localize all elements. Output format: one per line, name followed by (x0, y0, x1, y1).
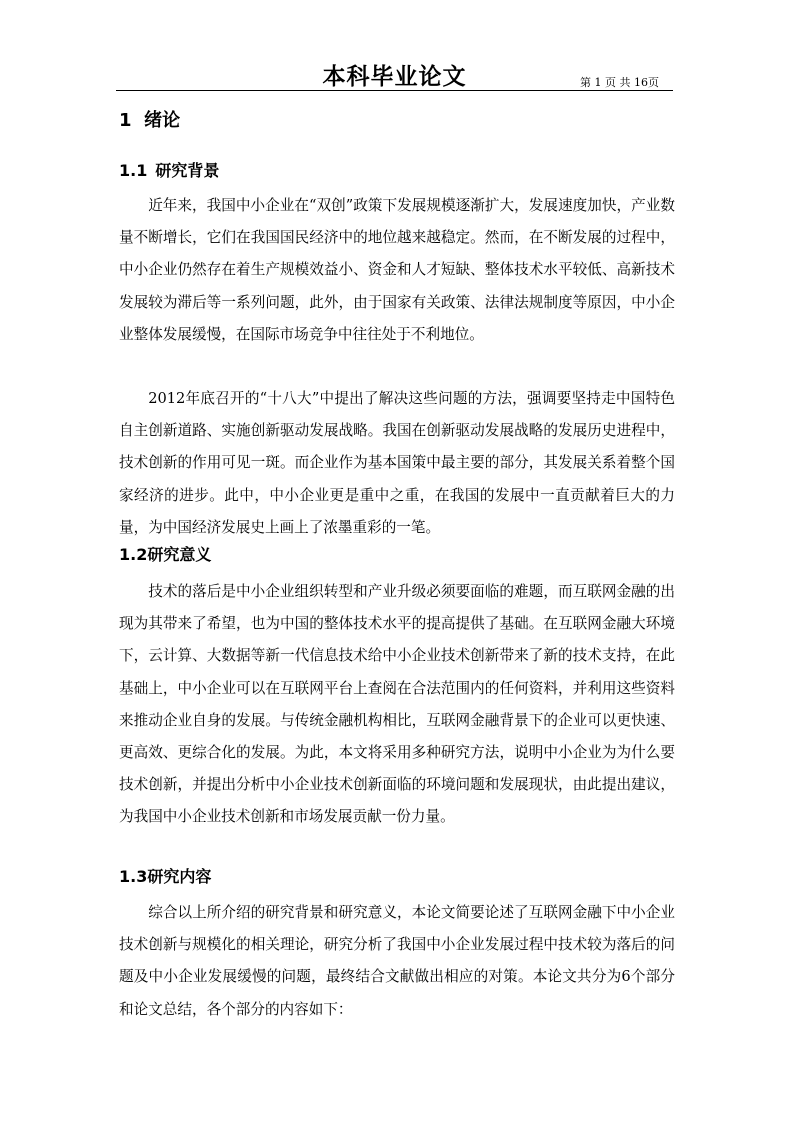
page-header (116, 52, 673, 91)
section-heading-1-1 (119, 158, 219, 181)
section-number: 1.3 (119, 867, 148, 886)
header-title: 本科毕业论文 (322, 64, 467, 90)
section-title: 研究背景 (155, 161, 220, 180)
section-heading-1-3 (119, 864, 211, 887)
section-number: 1.2 (119, 545, 148, 564)
chapter-heading (119, 106, 180, 132)
section-title: 研究内容 (147, 867, 212, 886)
paragraph: 技术的落后是中小企业组织转型和产业升级必须要面临的难题，而互联网金融的出现为其带来了希望，也为中国的整体技术水平的提高提供了基础。在互联网金融大环境下，云计算、大数据等新一代信息技术给中小企业技术创新带来了新的技术支持，在此基础上，中小企业可以在互联网平台上查阅在合法范围内的任何资料，并利用这些资料来推动企业自身的发展。与传统金融机构相比，互联网金融背景下的企业可以更快速、更高效、更综合化的发展。为此，本文将采用多种研究方法，说明中小企业为为什么要技术创新，并提出分析中小企业技术创新面临的环境问题和发展现状，由此提出建议，为我国中小企业技术创新和市场发展贡献一份力量。 (119, 583, 675, 826)
page-counter: 第 1 页 共 16页 (580, 76, 659, 89)
chapter-number: 1 (119, 110, 132, 131)
section-title: 研究意义 (147, 545, 212, 564)
chapter-title: 绪论 (144, 110, 181, 131)
paragraph: 2012年底召开的“十八大”中提出了解决这些问题的方法，强调要坚持走中国特色自主创新道路、实施创新驱动发展战略。我国在创新驱动发展战略的发展历史进程中，技术创新的作用可见一斑。而企业作为基本国策中最主要的部分，其发展关系着整个国家经济的进步。此中，中小企业更是重中之重，在我国的发展中一直贡献着巨大的力量，为中国经济发展史上画上了浓墨重彩的一笔。 (119, 390, 675, 536)
section-heading-1-2 (119, 542, 211, 565)
section-number: 1.1 (119, 161, 148, 180)
paragraph: 近年来，我国中小企业在“双创”政策下发展规模逐渐扩大，发展速度加快，产业数量不断增长，它们在我国国民经济中的地位越来越稳定。然而，在不断发展的过程中，中小企业仍然存在着生产规模效益小、资金和人才短缺、整体技术水平较低、高新技术发展较为滞后等一系列问题，此外，由于国家有关政策、法律法规制度等原因，中小企业整体发展缓慢，在国际市场竞争中往往处于不利地位。 (119, 197, 675, 343)
paragraph: 综合以上所介绍的研究背景和研究意义，本论文简要论述了互联网金融下中小企业技术创新与规模化的相关理论，研究分析了我国中小企业发展过程中技术较为落后的问题及中小企业发展缓慢的问题，最终结合文献做出相应的对策。本论文共分为6个部分和论文总结，各个部分的内容如下： (119, 904, 675, 1018)
